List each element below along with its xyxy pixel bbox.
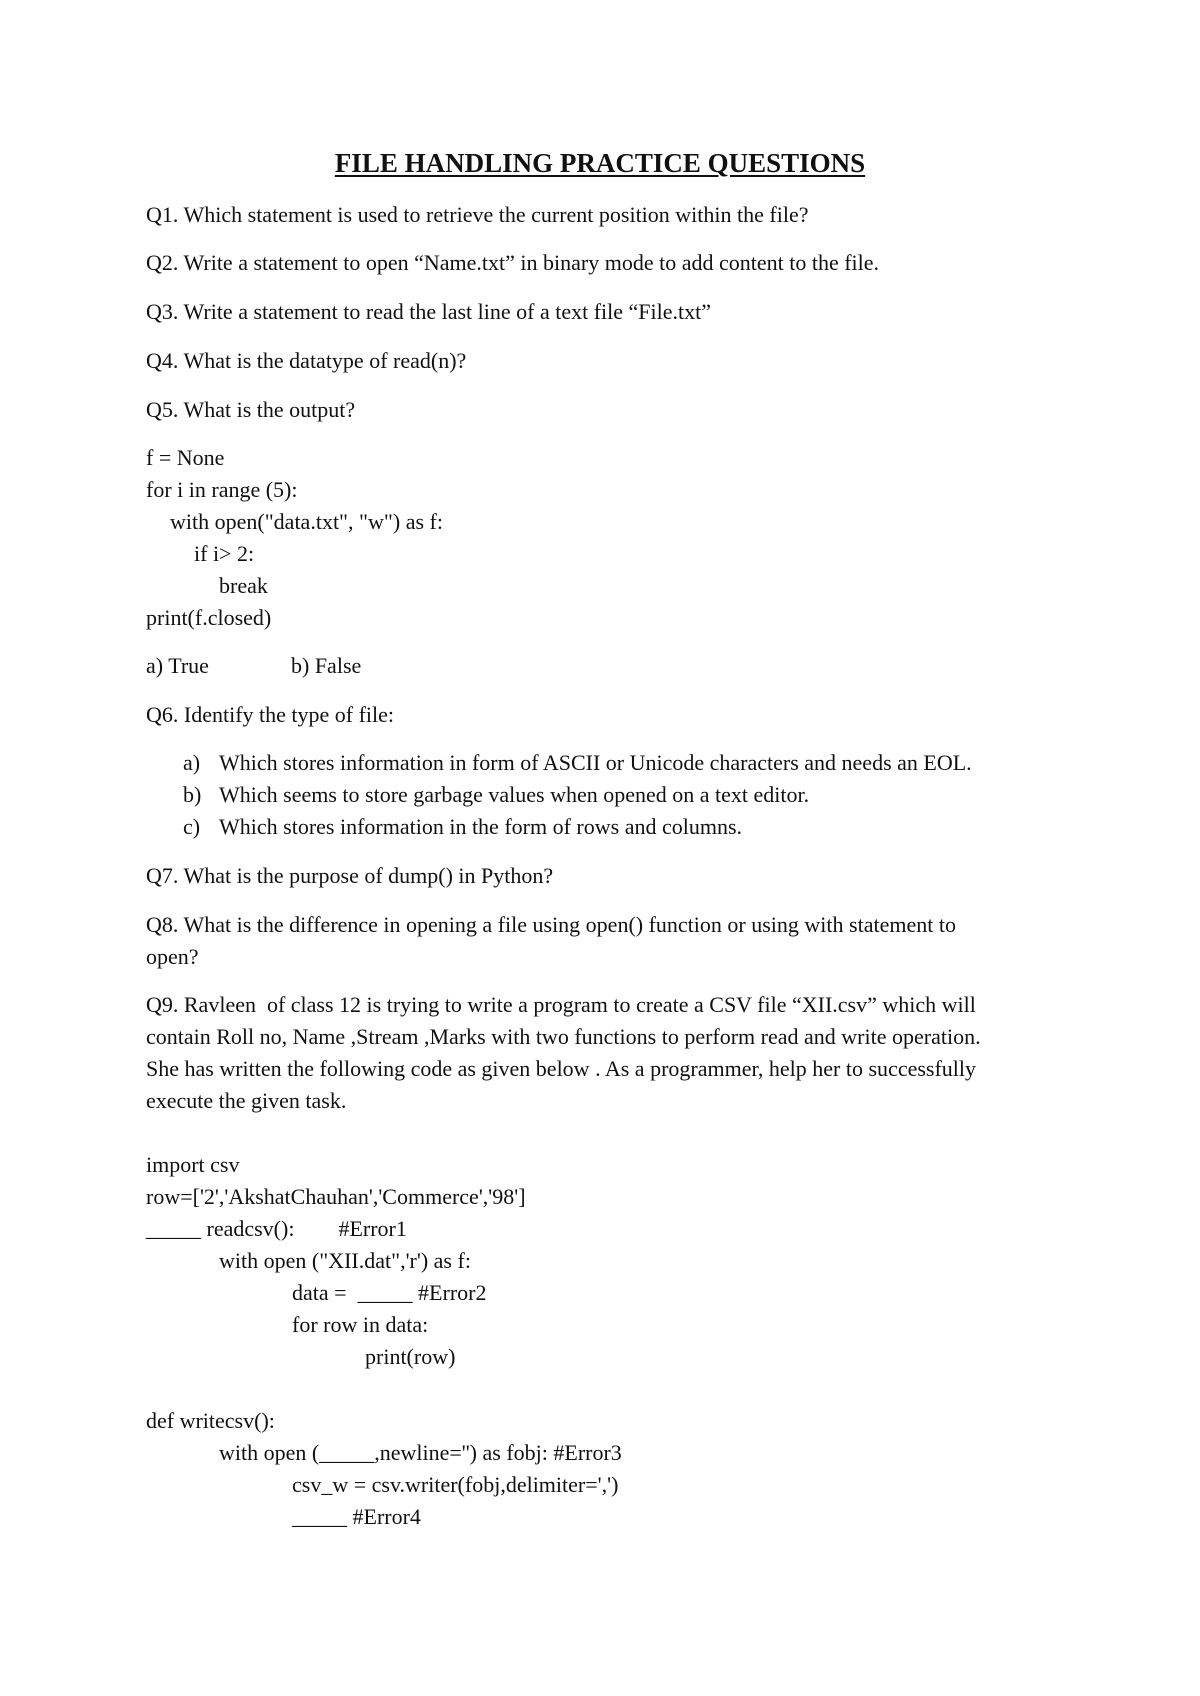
question-4: Q4. What is the datatype of read(n)? [146, 348, 467, 373]
option-a: a) True [146, 653, 209, 678]
list-marker: b) [183, 782, 202, 807]
question-9-line: contain Roll no, Name ,Stream ,Marks with two functions to perform read and write operation. [146, 1024, 981, 1049]
code-line: print(f.closed) [146, 605, 272, 630]
question-7: Q7. What is the purpose of dump() in Python? [146, 863, 554, 888]
list-item: Which stores information in the form of rows and columns. [219, 814, 743, 839]
question-8-line: Q8. What is the difference in opening a file using open() function or using with statement to [146, 912, 956, 937]
code-line: for row in data: [292, 1312, 429, 1337]
question-9-line: Q9. Ravleen of class 12 is trying to write a program to create a CSV file “XII.csv” which will [146, 992, 976, 1017]
question-9-line: She has written the following code as given below . As a programmer, help her to successfully [146, 1056, 977, 1081]
code-line: _____ #Error4 [292, 1504, 421, 1529]
code-line: with open ("XII.dat",'r') as f: [219, 1248, 471, 1273]
code-line: with open (_____,newline='') as fobj: #Error3 [219, 1440, 622, 1465]
list-marker: a) [183, 750, 201, 775]
code-line: with open("data.txt", "w") as f: [170, 509, 443, 534]
code-line: print(row) [365, 1344, 456, 1369]
list-item: Which stores information in form of ASCII or Unicode characters and needs an EOL. [219, 750, 972, 775]
question-8-line: open? [146, 944, 199, 969]
code-line: if i> 2: [194, 541, 255, 566]
question-2: Q2. Write a statement to open “Name.txt” in binary mode to add content to the file. [146, 250, 880, 275]
code-line: _____ readcsv(): #Error1 [146, 1216, 407, 1241]
code-line: row=['2','AkshatChauhan','Commerce','98'] [146, 1184, 526, 1209]
code-line: csv_w = csv.writer(fobj,delimiter=',') [292, 1472, 619, 1497]
code-line: def writecsv(): [146, 1408, 275, 1433]
question-9-line: execute the given task. [146, 1088, 347, 1113]
question-6: Q6. Identify the type of file: [146, 702, 395, 727]
code-line: data = _____ #Error2 [292, 1280, 487, 1305]
page-title: FILE HANDLING PRACTICE QUESTIONS [334, 148, 866, 178]
question-1: Q1. Which statement is used to retrieve the current position within the file? [146, 202, 809, 227]
list-marker: c) [183, 814, 201, 839]
question-3: Q3. Write a statement to read the last line of a text file “File.txt” [146, 299, 712, 324]
code-line: break [219, 573, 268, 598]
question-5: Q5. What is the output? [146, 397, 356, 422]
code-line: f = None [146, 445, 225, 470]
code-line: import csv [146, 1152, 240, 1177]
option-b: b) False [291, 653, 362, 678]
code-line: for i in range (5): [146, 477, 298, 502]
list-item: Which seems to store garbage values when opened on a text editor. [219, 782, 810, 807]
